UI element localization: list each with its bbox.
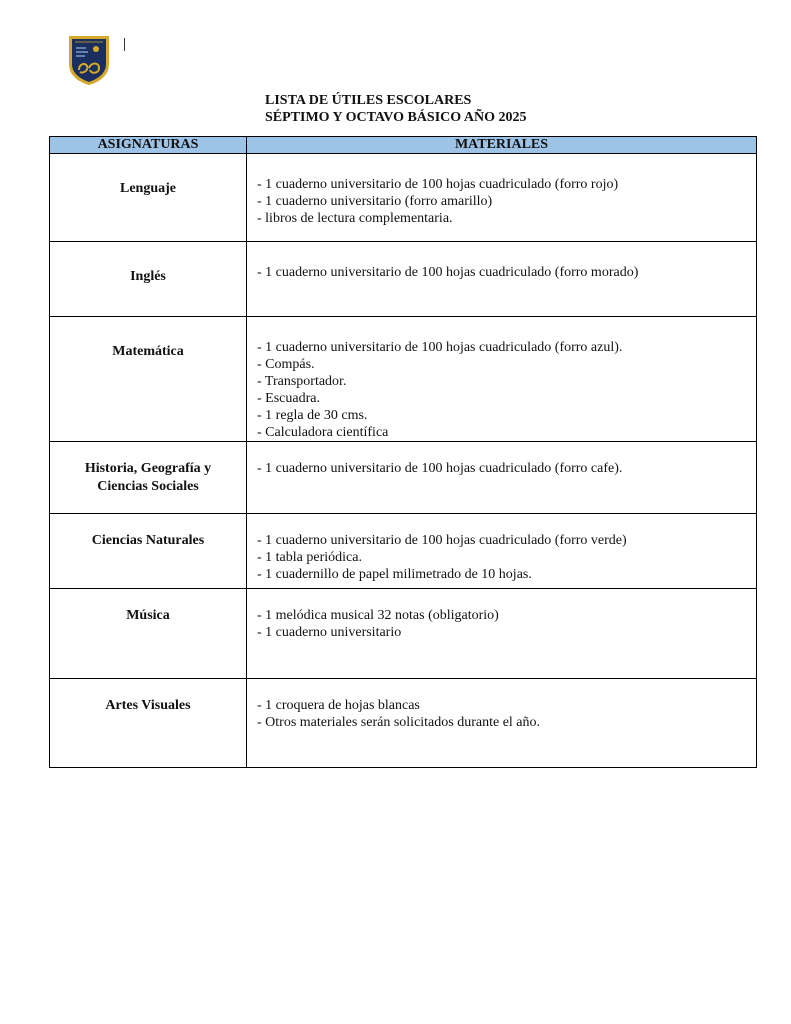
material-item: - 1 croquera de hojas blancas <box>257 698 420 713</box>
material-item: - 1 tabla periódica. <box>257 550 362 565</box>
school-crest-icon <box>67 34 111 86</box>
material-item: - 1 cuadernillo de papel milimetrado de 10 hojas. <box>257 567 532 582</box>
material-item: - libros de lectura complementaria. <box>257 211 453 226</box>
material-item: - 1 cuaderno universitario de 100 hojas cuadriculado (forro morado) <box>257 265 639 280</box>
subject-cell <box>50 442 247 514</box>
document-title <box>265 92 526 126</box>
subject-line: Ciencias Sociales <box>97 479 199 494</box>
title-line-2: SÉPTIMO Y OCTAVO BÁSICO AÑO 2025 <box>265 110 527 125</box>
supplies-table <box>49 136 757 768</box>
text-cursor-mark <box>124 38 125 51</box>
materials-cell <box>247 679 757 768</box>
subject-cell: Lenguaje <box>50 154 247 242</box>
table-row <box>50 154 757 242</box>
material-item: - 1 cuaderno universitario de 100 hojas cuadriculado (forro rojo) <box>257 177 619 192</box>
subject-cell: Ciencias Naturales <box>50 514 247 589</box>
materials-cell <box>247 242 757 317</box>
subject-line: Historia, Geografía y <box>84 461 212 476</box>
material-item: - 1 melódica musical 32 notas (obligatorio) <box>257 608 499 623</box>
header-materials: MATERIALES <box>247 137 757 154</box>
materials-cell <box>247 442 757 514</box>
table-row <box>50 589 757 679</box>
material-item: - 1 cuaderno universitario (forro amarillo) <box>257 194 493 209</box>
subject-cell: Música <box>50 589 247 679</box>
subject-cell: Inglés <box>50 242 247 317</box>
table-row <box>50 442 757 514</box>
title-line-1: LISTA DE ÚTILES ESCOLARES <box>265 93 472 108</box>
materials-cell <box>247 317 757 442</box>
materials-cell <box>247 514 757 589</box>
material-item: - 1 cuaderno universitario <box>257 625 402 640</box>
table-row <box>50 317 757 442</box>
material-item: - Escuadra. <box>257 391 320 406</box>
materials-cell <box>247 589 757 679</box>
material-item: - 1 cuaderno universitario de 100 hojas cuadriculado (forro cafe). <box>257 461 623 476</box>
material-item: - Transportador. <box>257 374 347 389</box>
material-item: - 1 cuaderno universitario de 100 hojas cuadriculado (forro azul). <box>257 340 623 355</box>
material-item: - Compás. <box>257 357 315 372</box>
table-row <box>50 242 757 317</box>
material-item: - Calculadora científica <box>257 425 389 440</box>
subject-cell: Artes Visuales <box>50 679 247 768</box>
material-item: - 1 cuaderno universitario de 100 hojas cuadriculado (forro verde) <box>257 533 627 548</box>
table-header-row <box>50 137 757 154</box>
table-row <box>50 514 757 589</box>
header-subjects: ASIGNATURAS <box>50 137 247 154</box>
material-item: - Otros materiales serán solicitados durante el año. <box>257 715 541 730</box>
table-row <box>50 679 757 768</box>
material-item: - 1 regla de 30 cms. <box>257 408 368 423</box>
materials-cell <box>247 154 757 242</box>
subject-cell: Matemática <box>50 317 247 442</box>
